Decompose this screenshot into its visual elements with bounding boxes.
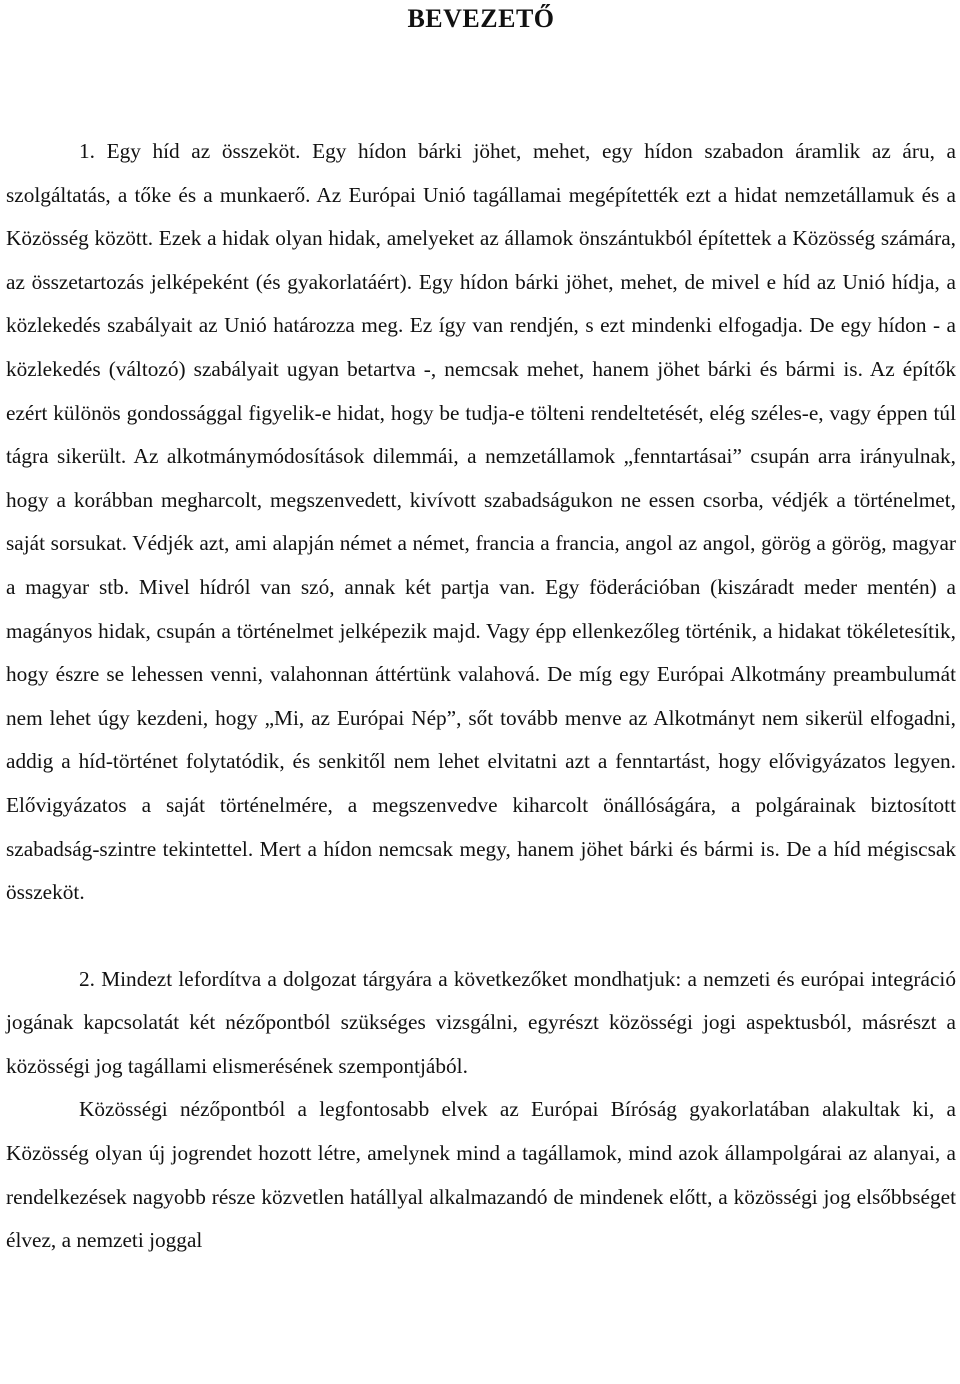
document-page bbox=[6, 0, 956, 1263]
paragraph-1: 1. Egy híd az összeköt. Egy hídon bárki jöhet, mehet, egy hídon szabadon áramlik az áru, a szolgáltatás, a tőke és a munkaerő. Az Európai Unió tagállamai megépítették ezt a hidat nemzetállamuk és a Közösség között. Ezek a hidak olyan hidak, amelyeket az államok önszántukból építettek a Közösség számára, az összetartozás jelképeként (és gyakorlatáért). Egy hídon bárki jöhet, mehet, de mivel e híd az Unió hídja, a közlekedés szabályait az Unió határozza meg. Ez így van rendjén, s ezt mindenki elfogadja. De egy hídon - a közlekedés (változó) szabályait ugyan betartva -, nemcsak mehet, hanem jöhet bárki és bármi is. Az építők ezért különös gondossággal figyelik-e hidat, hogy be tudja-e tölteni rendeltetését, elég széles-e, vagy éppen túl tágra sikerült. Az alkotmánymódosítások dilemmái, a nemzetállamok „fenntartásai” csupán arra irányulnak, hogy a korábban megharcolt, megszenvedett, kivívott szabadságukon ne essen csorba, védjék a történelmet, saját sorsukat. Védjék azt, ami alapján német a német, francia a francia, angol az angol, görög a görög, magyar a magyar stb. Mivel hídról van szó, annak két partja van. Egy föderációban (kiszáradt meder mentén) a magányos hidak, csupán a történelmet jelképezik majd. Vagy épp ellenkezőleg történik, a hidakat tökéletesítik, hogy észre se lehessen venni, valahonnan áttértünk valahová. De míg egy Európai Alkotmány preambulumát nem lehet úgy kezdeni, hogy „Mi, az Európai Nép”, sőt tovább menve az Alkotmányt nem sikerül elfogadni, addig a híd-történet folytatódik, és senkitől nem lehet elvitatni azt a fenntartást, hogy elővigyázatos legyen. Elővigyázatos a saját történelmére, a megszenvedve kiharcolt önállóságára, a polgárainak biztosított szabadság-szintre tekintettel. Mert a hídon nemcsak megy, hanem jöhet bárki és bármi is. De a híd mégiscsak összeköt. bbox=[6, 139, 956, 905]
paragraph-3: Közösségi nézőpontból a legfontosabb elvek az Európai Bíróság gyakorlatában alakultak ki, a Közösség olyan új jogrendet hozott létre, amelynek mind a tagállamok, mind azok állampolgárai az alanyai, a rendelkezések nagyobb része közvetlen hatállyal alkalmazandó de mindenek előtt, a közösségi jog elsőbbséget élvez, a nemzeti joggal bbox=[6, 1097, 956, 1253]
paragraph-2: 2. Mindezt lefordítva a dolgozat tárgyára a következőket mondhatjuk: a nemzeti és európai integráció jogának kapcsolatát két nézőpontból szükséges vizsgálni, egyrészt közösségi jogi aspektusból, másrészt a közösségi jog tagállami elismerésének szempontjából. bbox=[6, 966, 956, 1078]
page-title: BEVEZETŐ bbox=[407, 4, 555, 33]
